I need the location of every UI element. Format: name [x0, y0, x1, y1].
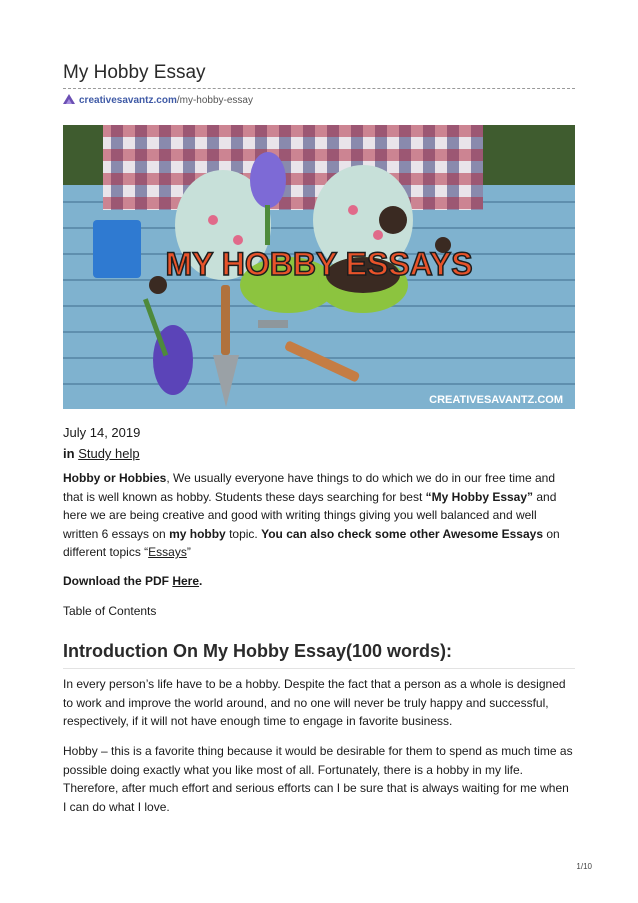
download-here-link[interactable]: Here [172, 574, 200, 588]
page-title: My Hobby Essay [63, 62, 206, 83]
section-paragraph-1: In every person’s life have to be a hobby. Despite the fact that a person as a whole is designed to work and improve the world around, and no one will never be truly happy and successful, respectively, if it will not have enough time to engage in favorite business. [63, 677, 566, 728]
savantz-logo-icon [63, 93, 75, 107]
intro-strong-1: Hobby or Hobbies [63, 471, 167, 485]
download-label: Download the PDF [63, 574, 173, 588]
source-path[interactable]: /my-hobby-essay [176, 94, 253, 106]
category-prefix: in [63, 446, 75, 461]
intro-text-1: , We usually everyone have things to do which we do in our free time and that is well known as hobby. Students these days searching for best [63, 471, 556, 504]
source-line[interactable] [63, 93, 253, 107]
download-end: . [199, 574, 203, 588]
intro-strong-4: You can also check some other Awesome Essays [261, 526, 543, 541]
download-line [63, 572, 575, 591]
post-category [63, 446, 140, 461]
table-of-contents[interactable]: Table of Contents [63, 604, 157, 618]
intro-text-4: on different topics “ [63, 526, 560, 559]
hero-headline: MY HOBBY ESSAYS [165, 246, 473, 282]
intro-text-2: and here we are being creative and good with writing things giving you well balanced and well written 6 essays on [63, 489, 557, 541]
intro-paragraph [63, 469, 575, 562]
essays-link[interactable]: Essays [148, 545, 187, 559]
intro-text-3: topic. [225, 526, 262, 541]
hero-image [63, 125, 575, 409]
intro-strong-2: “My Hobby Essay” [425, 489, 534, 504]
section-paragraph-2: Hobby – this is a favorite thing because it would be desirable for them to spend as much time as possible doing exactly what you like most of all. Fortunately, there is a hobby in my life. Therefore, after much effort and serious efforts can I be sure that is always waiting for me when I can do what I love. [63, 744, 573, 814]
page-number: 1/10 [576, 862, 592, 871]
post-date: July 14, 2019 [63, 425, 141, 440]
hero-watermark: CREATIVESAVANTZ.COM [429, 394, 563, 406]
source-domain[interactable]: creativesavantz.com [79, 94, 177, 106]
category-link[interactable]: Study help [78, 446, 140, 461]
title-divider [63, 88, 575, 89]
intro-text-5: ” [186, 545, 191, 559]
section-heading: Introduction On My Hobby Essay(100 words): [63, 641, 575, 669]
intro-strong-3: my hobby [169, 526, 226, 541]
